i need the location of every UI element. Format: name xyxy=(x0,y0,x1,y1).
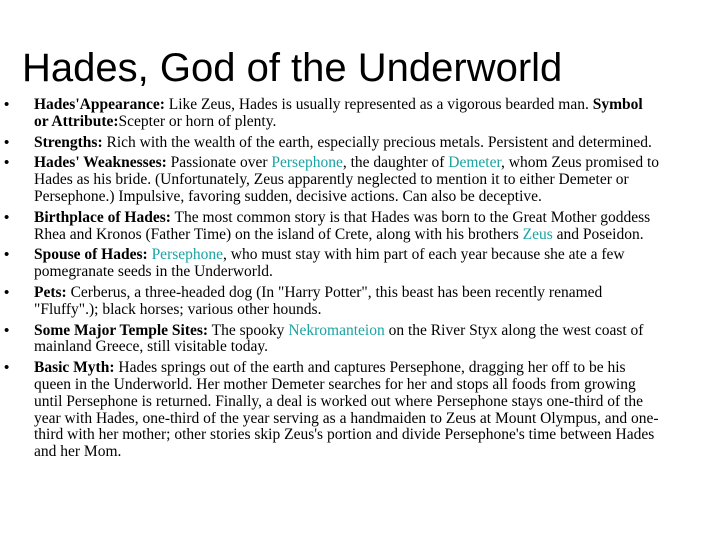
link-demeter[interactable]: Demeter xyxy=(448,154,502,172)
bullet-text: Like Zeus, Hades is usually represented as a vigorous bearded man. xyxy=(164,96,593,113)
bullet-label: Birthplace of Hades: xyxy=(34,208,171,226)
bullet-text: Scepter or horn of plenty. xyxy=(118,112,277,130)
bullet-label: Strengths: xyxy=(34,133,103,151)
bullet-label: Pets: xyxy=(34,283,67,301)
bullet-text: on the River Styx along the west coast of mainland Greece, still visitable today. xyxy=(34,321,644,356)
link-nekromanteion[interactable]: Nekromanteion xyxy=(288,321,385,339)
bullet-marker: • xyxy=(4,208,10,226)
bullet-appearance xyxy=(0,97,660,131)
bullet-marker: • xyxy=(4,154,10,172)
bullet-label-symbol: Symbol or Attribute: xyxy=(34,96,643,130)
bullet-temple-sites xyxy=(0,323,660,357)
bullet-label: Basic Myth: xyxy=(34,359,115,377)
bullet-marker: • xyxy=(4,133,10,151)
link-persephone[interactable]: Persephone xyxy=(151,246,224,264)
bullet-label: Hades' Weaknesses: xyxy=(34,154,167,172)
link-persephone[interactable]: Persephone xyxy=(271,154,343,172)
bullet-spouse xyxy=(0,247,660,281)
bullet-weaknesses xyxy=(0,155,660,205)
bullet-text: , who must stay with him part of each year because she ate a few pomegranate seeds in the Underworld. xyxy=(34,246,625,281)
bullet-birthplace xyxy=(0,210,660,244)
bullet-text: , the daughter of xyxy=(342,154,449,172)
bullet-text: The most common story is that Hades was born to the Great Mother goddess Rhea and Kronos (Father Time) on the island of Crete, along with his brothers xyxy=(34,208,651,243)
bullet-text: Hades springs out of the earth and captures Persephone, dragging her off to be his queen in the Underworld. Her mother Demeter searches for her and stops all foods from growing until Persephone is returned. Finally, a deal is worked out where Persephone stays one-third of the year with Hades, one-third of the year serving as a handmaiden to Zeus at Mount Olympus, and one-third with her mother; other stories skip Zeus's portion and divide Persephone's time between Hades and her Mom. xyxy=(34,359,659,461)
bullet-list xyxy=(0,97,660,465)
bullet-text: Rich with the wealth of the earth, especially precious metals. Persistent and determined. xyxy=(102,133,652,151)
bullet-marker: • xyxy=(4,96,10,113)
bullet-text: Passionate over xyxy=(166,154,272,172)
bullet-marker: • xyxy=(4,359,10,377)
bullet-text: Cerberus, a three-headed dog (In "Harry Potter", this beast has been recently renamed "Fluffy".); black horses; various other hounds. xyxy=(34,283,603,318)
link-zeus[interactable]: Zeus xyxy=(522,225,553,243)
bullet-marker: • xyxy=(4,321,10,339)
bullet-label: Some Major Temple Sites: xyxy=(34,321,209,339)
bullet-text: The spooky xyxy=(208,321,289,339)
bullet-text: and Poseidon. xyxy=(552,225,644,243)
bullet-marker: • xyxy=(4,246,10,264)
slide-title: Hades, God of the Underworld xyxy=(22,46,563,90)
bullet-pets xyxy=(0,285,660,319)
bullet-marker: • xyxy=(4,283,10,301)
bullet-strengths xyxy=(0,135,660,152)
bullet-text: , whom Zeus promised to Hades as his bride. (Unfortunately, Zeus apparently neglected to mention it to either Demeter or Persephone.) Impulsive, favoring sudden, decisive actions. Can also be deceptive. xyxy=(34,154,660,205)
bullet-label: Hades'Appearance: xyxy=(34,96,165,113)
bullet-label: Spouse of Hades: xyxy=(34,246,148,264)
bullet-basic-myth xyxy=(0,360,660,461)
